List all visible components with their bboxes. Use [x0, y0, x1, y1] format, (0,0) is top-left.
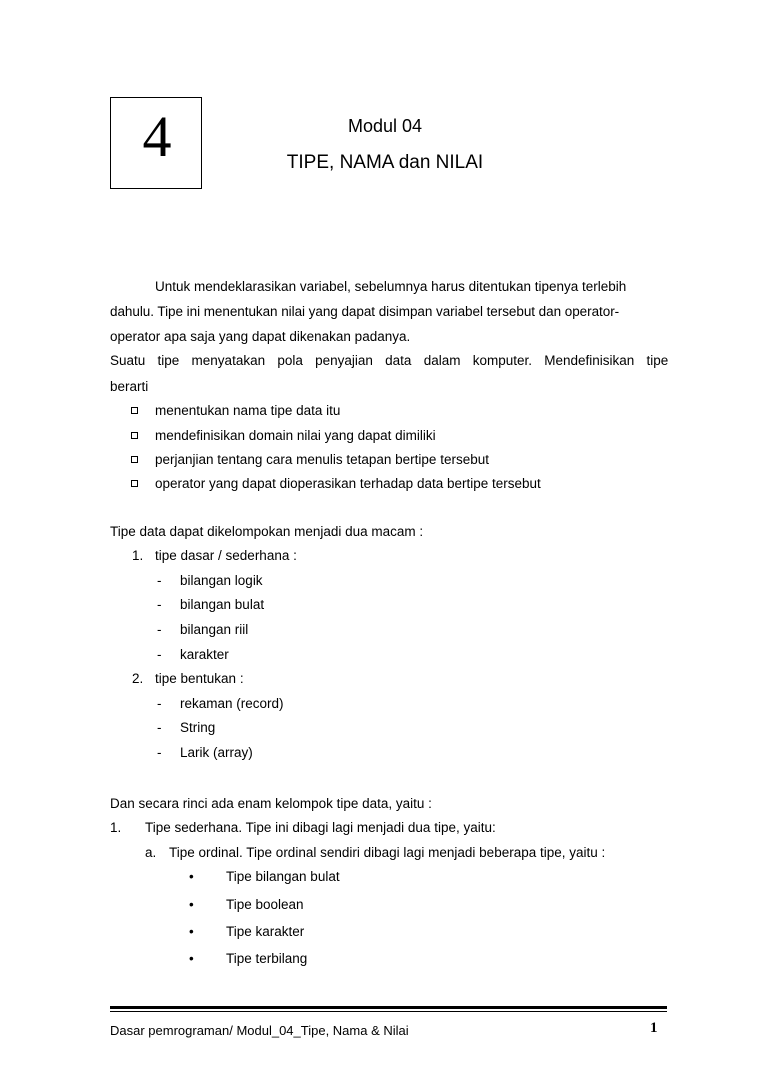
group-marker-1: 1.	[132, 548, 144, 563]
dash-marker: -	[157, 597, 162, 612]
detail-item-1: Tipe sederhana. Tipe ini dibagi lagi menjadi dua tipe, yaitu:	[145, 820, 496, 835]
dash-marker: -	[157, 696, 162, 711]
structured-type-item: rekaman (record)	[180, 696, 284, 711]
group-marker-2: 2.	[132, 671, 144, 686]
dash-marker: -	[157, 745, 162, 760]
ordinal-type-item: Tipe bilangan bulat	[226, 869, 340, 884]
bullet-icon: •	[189, 924, 194, 939]
bullet-icon: •	[189, 869, 194, 884]
intro-line-1: Untuk mendeklarasikan variabel, sebelumnya harus ditentukan tipenya terlebih	[155, 279, 627, 294]
chapter-number-box	[110, 97, 202, 189]
detail-intro: Dan secara rinci ada enam kelompok tipe data, yaitu :	[110, 796, 432, 811]
intro-line-4: Suatu tipe menyatakan pola penyajian data dalam komputer. Mendefinisikan tipe	[110, 353, 669, 368]
module-label: Modul 04	[347, 116, 423, 136]
basic-type-item: bilangan logik	[180, 573, 263, 588]
dash-marker: -	[157, 720, 162, 735]
checkbox-bullet-icon	[131, 432, 138, 439]
page-number: 1	[650, 1020, 658, 1036]
checkbox-bullet-icon	[131, 456, 138, 463]
bullet-icon: •	[189, 897, 194, 912]
ordinal-type-item: Tipe karakter	[226, 924, 305, 939]
footer-divider-thin	[110, 1011, 667, 1012]
define-item: mendefinisikan domain nilai yang dapat dimiliki	[155, 426, 436, 446]
basic-type-item: karakter	[180, 647, 229, 662]
bullet-icon: •	[189, 951, 194, 966]
footer-text: Dasar pemrograman/ Modul_04_Tipe, Nama & Nilai	[110, 1023, 409, 1038]
define-item: perjanjian tentang cara menulis tetapan bertipe tersebut	[155, 450, 489, 470]
ordinal-type-item: Tipe boolean	[226, 897, 304, 912]
define-item: menentukan nama tipe data itu	[155, 401, 340, 421]
detail-sub-marker-a: a.	[145, 845, 157, 860]
groups-intro: Tipe data dapat dikelompokan menjadi dua macam :	[110, 524, 424, 539]
structured-type-item: String	[180, 720, 216, 735]
group-label-structured: tipe bentukan :	[155, 671, 244, 686]
intro-line-3: operator apa saja yang dapat dikenakan padanya.	[110, 329, 411, 344]
page-title: TIPE, NAMA dan NILAI	[286, 152, 484, 173]
detail-sub-a: Tipe ordinal. Tipe ordinal sendiri dibagi lagi menjadi beberapa tipe, yaitu :	[169, 845, 606, 860]
define-item: operator yang dapat dioperasikan terhadap data bertipe tersebut	[155, 474, 541, 494]
footer-divider	[110, 1006, 667, 1009]
checkbox-bullet-icon	[131, 480, 138, 487]
intro-line-5: berarti	[110, 379, 149, 394]
intro-line-2: dahulu. Tipe ini menentukan nilai yang dapat disimpan variabel tersebut dan operator-	[110, 304, 620, 319]
detail-marker-1: 1.	[110, 820, 122, 835]
dash-marker: -	[157, 622, 162, 637]
ordinal-type-item: Tipe terbilang	[226, 951, 308, 966]
checkbox-bullet-icon	[131, 407, 138, 414]
group-label-basic: tipe dasar / sederhana :	[155, 548, 297, 563]
dash-marker: -	[157, 647, 162, 662]
dash-marker: -	[157, 573, 162, 588]
basic-type-item: bilangan bulat	[180, 597, 265, 612]
basic-type-item: bilangan riil	[180, 622, 249, 637]
chapter-number: 4	[142, 104, 172, 169]
structured-type-item: Larik (array)	[180, 745, 253, 760]
